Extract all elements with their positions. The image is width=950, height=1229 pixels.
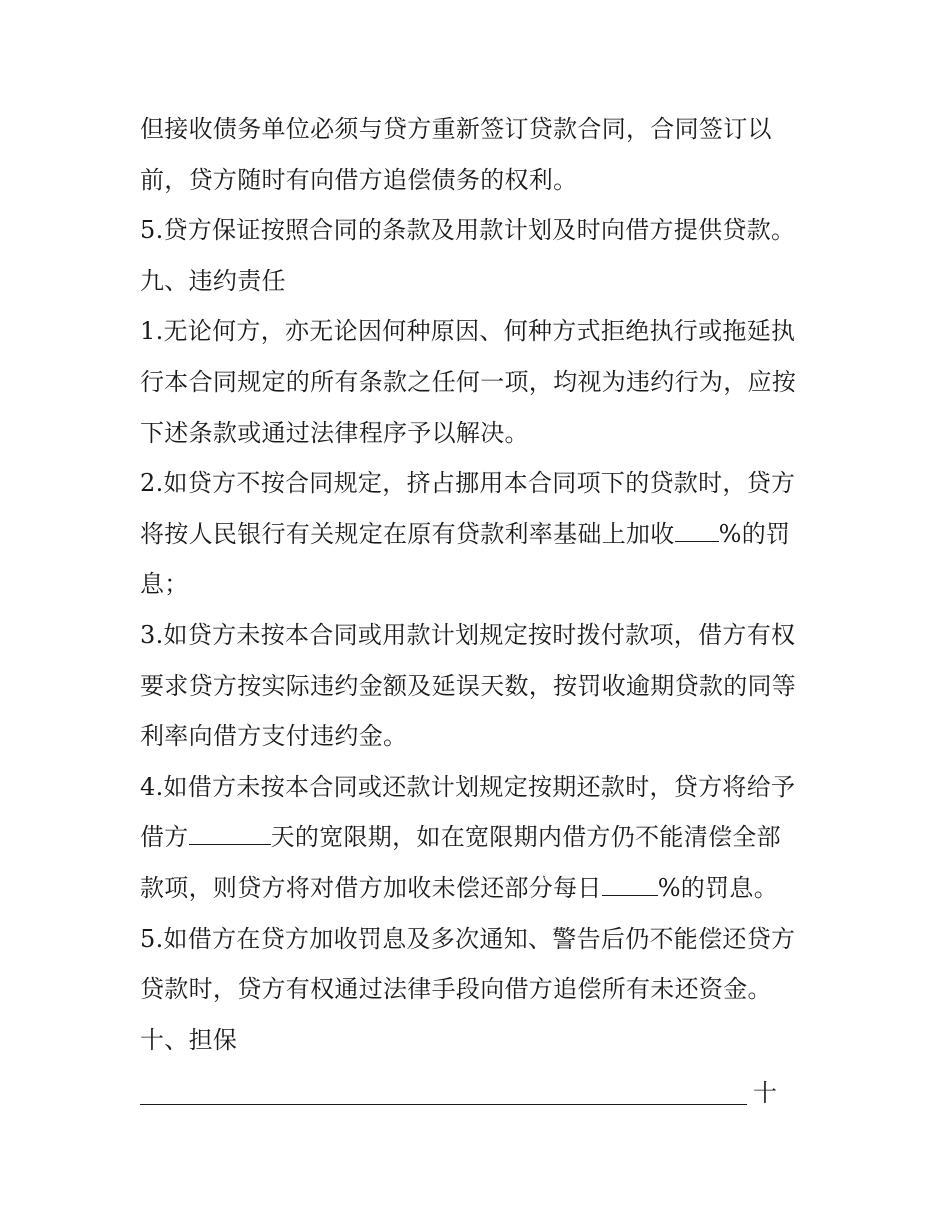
text-line: 2.如贷方不按合同规定，挤占挪用本合同项下的贷款时，贷方 — [140, 469, 796, 498]
text-line: 下述条款或通过法律程序予以解决。 — [140, 418, 529, 447]
text-segment: 借方 — [140, 823, 189, 852]
text-line: 1.无论何方，亦无论因何种原因、何种方式拒绝执行或拖延执 — [140, 317, 796, 346]
text-segment: 款项，则贷方将对借方加收未偿还部分每日 — [140, 873, 602, 902]
text-line: 前，贷方随时有向借方追偿债务的权利。 — [140, 165, 578, 194]
long-fill-in-blank[interactable] — [140, 1104, 747, 1105]
text-line: 5.如借方在贷方加收罚息及多次通知、警告后仍不能偿还贷方 — [140, 924, 796, 953]
text-segment: 天的宽限期，如在宽限期内借方仍不能清偿全部 — [270, 823, 781, 852]
text-line-with-blank — [140, 812, 830, 863]
text-segment: %的罚息。 — [657, 873, 779, 902]
contract-text — [140, 104, 830, 1065]
text-line: 3.如贷方未按本合同或用款计划规定按时拨付款项，借方有权 — [140, 620, 796, 649]
guarantee-fill-line — [140, 1078, 830, 1118]
text-line: 要求贷方按实际违约金额及延误天数，按罚收逾期贷款的同等 — [140, 671, 797, 700]
text-line: 4.如借方未按本合同或还款计划规定按期还款时，贷方将给予 — [140, 772, 796, 801]
section-heading-breach: 九、违约责任 — [140, 266, 286, 295]
text-line: 行本合同规定的所有条款之任何一项，均视为违约行为，应按 — [140, 367, 797, 396]
text-line: 5.贷方保证按照合同的条款及用款计划及时向借方提供贷款。 — [140, 216, 796, 245]
fill-in-blank[interactable] — [189, 822, 271, 845]
text-segment: %的罚 — [718, 519, 791, 548]
text-line: 息； — [140, 570, 189, 599]
trailing-text: 十 — [753, 1079, 777, 1107]
text-line: 贷款时，贷方有权通过法律手段向借方追偿所有未还资金。 — [140, 975, 772, 1004]
text-line-with-blank — [140, 863, 830, 914]
text-line: 但接收债务单位必须与贷方重新签订贷款合同，合同签订以 — [140, 115, 772, 143]
text-line: 利率向借方支付违约金。 — [140, 722, 408, 751]
text-line-with-blank — [140, 509, 830, 560]
text-segment: 将按人民银行有关规定在原有贷款利率基础上加收 — [140, 519, 675, 548]
section-heading-guarantee: 十、担保 — [140, 1025, 238, 1054]
fill-in-blank[interactable] — [675, 519, 719, 542]
fill-in-blank[interactable] — [602, 873, 658, 896]
